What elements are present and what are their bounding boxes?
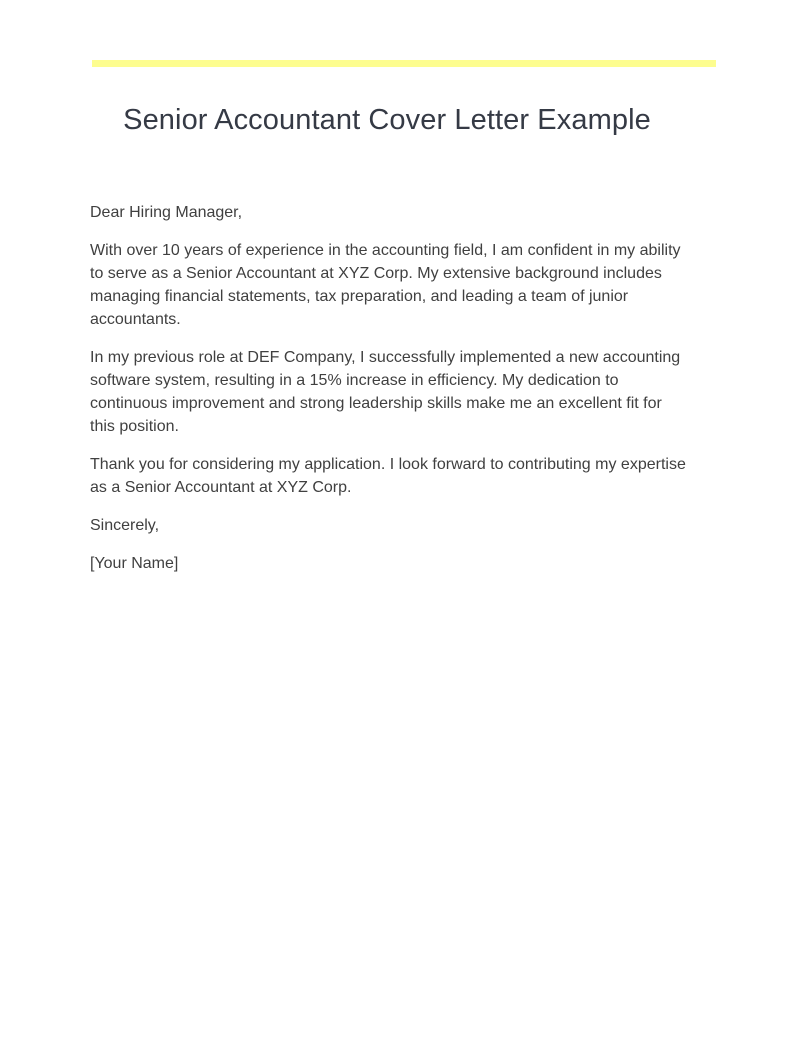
paragraph-achievement: In my previous role at DEF Company, I successfully implemented a new accounting software system, resulting in a 15% increase in efficiency. My dedication to continuous improvement and strong leadership skills make me an excellent fit for this position. bbox=[90, 349, 681, 435]
paragraph-experience: With over 10 years of experience in the accounting field, I am confident in my ability to serve as a Senior Accountant at XYZ Corp. My extensive background includes managing financial statements, tax preparation, and leading a team of junior accountants. bbox=[90, 242, 681, 328]
letter-body bbox=[90, 201, 690, 590]
signature: [Your Name] bbox=[90, 555, 179, 572]
accent-bar bbox=[92, 60, 716, 67]
paragraph-thanks: Thank you for considering my application. I look forward to contributing my expertise as a Senior Accountant at XYZ Corp. bbox=[90, 456, 686, 496]
closing: Sincerely, bbox=[90, 517, 160, 534]
salutation: Dear Hiring Manager, bbox=[90, 204, 243, 221]
page-title: Senior Accountant Cover Letter Example bbox=[123, 104, 651, 136]
